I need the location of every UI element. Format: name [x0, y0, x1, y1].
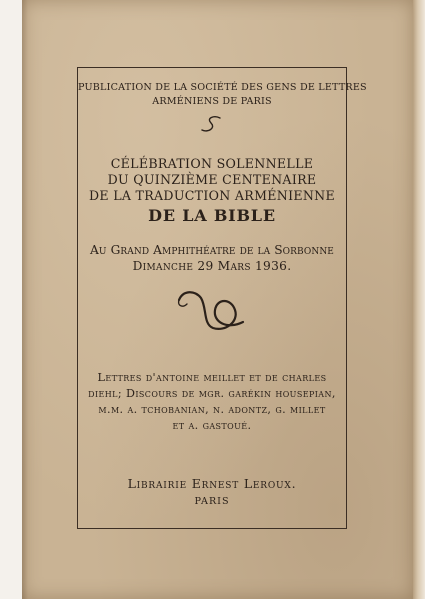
contents-line-2: diehl; Discours de mgr. garékin housepian, — [88, 387, 336, 400]
calligraphic-flourish-ornament — [173, 286, 251, 336]
publisher-name: Librairie Ernest Leroux. — [127, 476, 297, 491]
title-frame — [77, 67, 367, 529]
publisher-city: PARIS — [194, 496, 230, 507]
title-line-1: CÉLÉBRATION SOLENNELLE — [110, 156, 314, 171]
contents-line-4: et a. gastoué. — [172, 419, 252, 432]
venue-line-2: Dimanche 29 Mars 1936. — [132, 259, 292, 273]
title-line-4: DE LA BIBLE — [148, 206, 276, 225]
contents-line-3: m.m. a. tchobanian, n. adontz, g. millet — [98, 403, 326, 416]
s-curl-ornament — [198, 114, 226, 136]
title-line-2: DU QUINZIÈME CENTENAIRE — [107, 172, 317, 187]
venue-line-1: Au Grand Amphithéatre de la Sorbonne — [90, 243, 334, 257]
society-line-1: PUBLICATION DE LA SOCIÉTÉ DES GENS DE LETTRES — [78, 82, 367, 93]
page-edge — [413, 0, 425, 599]
society-line-2: ARMÉNIENS DE PARIS — [152, 96, 272, 107]
scan-margin — [0, 0, 22, 599]
title-line-3: DE LA TRADUCTION ARMÉNIENNE — [89, 188, 335, 203]
contents-line-1: Lettres d'antoine meillet et de charles — [97, 371, 327, 384]
